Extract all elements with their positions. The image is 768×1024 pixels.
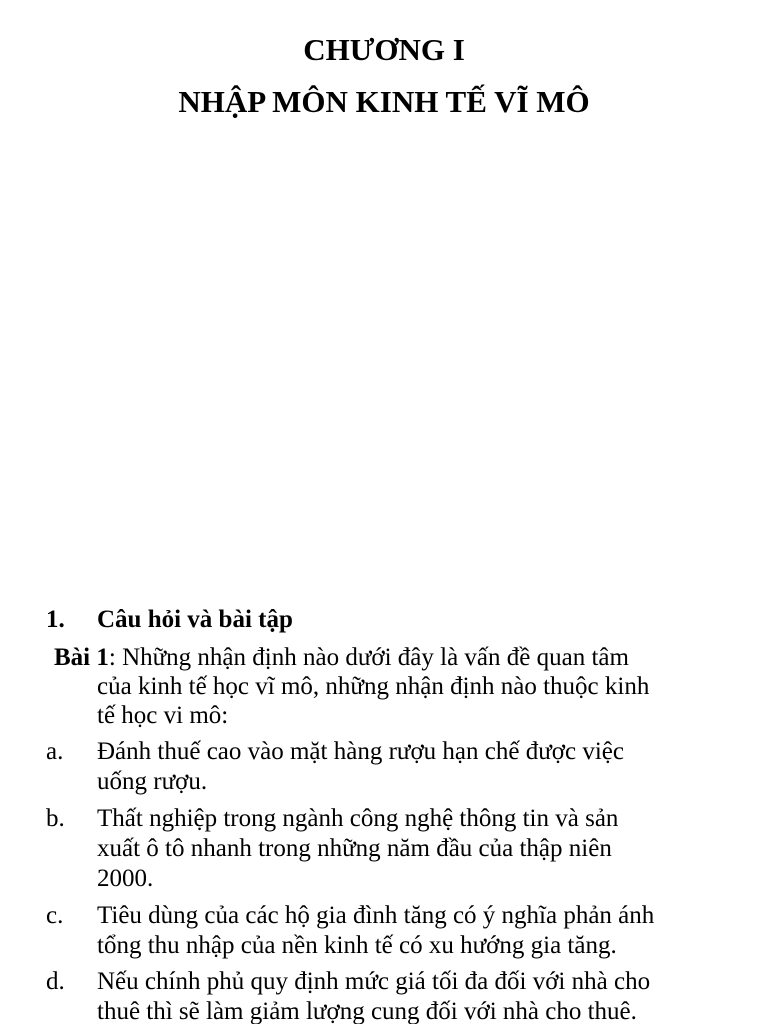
option-a [46,737,736,797]
option-line: thuê thì sẽ làm giảm lượng cung đối với nhà cho thuê. [97,998,637,1024]
section-heading [46,606,293,634]
option-line: tổng thu nhập của nền kinh tế có xu hướng gia tăng. [97,932,617,959]
section-number: 1. [46,606,65,633]
option-letter: a. [46,738,64,765]
option-letter: d. [46,968,65,995]
exercise-line [54,643,724,672]
option-line: Đánh thuế cao vào mặt hàng rượu hạn chế được việc [97,738,624,765]
option-line: uống rượu. [97,768,208,795]
option-b [46,804,736,894]
chapter-label: CHƯƠNG I [303,32,465,67]
option-line: 2000. [97,865,154,892]
option-letter: b. [46,805,65,832]
exercise-text: : Những nhận định nào dưới đây là vấn đề quan tâm [108,644,629,671]
exercise-line: của kinh tế học vĩ mô, những nhận định nào thuộc kinh [97,673,650,700]
option-line: Thất nghiệp trong ngành công nghệ thông tin và sản [97,805,619,832]
exercise-line: tế học vi mô: [97,702,229,729]
section-title: Câu hỏi và bài tập [97,606,293,633]
exercise-prompt [54,643,724,730]
option-c [46,901,736,961]
option-line: Tiêu dùng của các hộ gia đình tăng có ý nghĩa phản ánh [97,902,655,929]
chapter-title: NHẬP MÔN KINH TẾ VĨ MÔ [178,84,590,119]
option-letter: c. [46,902,64,929]
option-line: xuất ô tô nhanh trong những năm đầu của thập niên [97,835,612,862]
option-line: Nếu chính phủ quy định mức giá tối đa đối với nhà cho [97,968,651,995]
option-d [46,967,736,1024]
exercise-label: Bài 1 [54,644,109,671]
